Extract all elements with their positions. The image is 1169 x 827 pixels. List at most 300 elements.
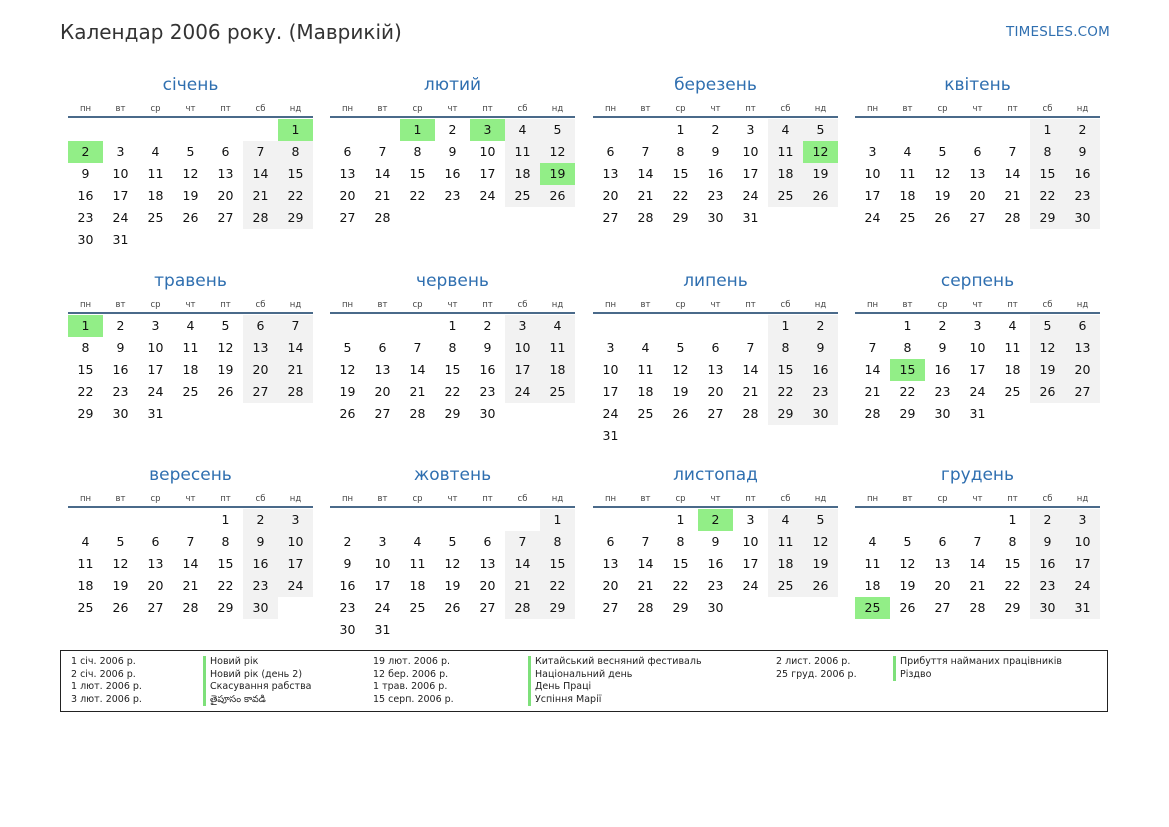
day-cell: 25: [899, 210, 916, 225]
day-cell: 22: [409, 188, 426, 203]
day-cell: 9: [81, 166, 90, 181]
day-cell: 2: [938, 318, 947, 333]
day-cell: 15: [768, 359, 803, 381]
weekday-label: нд: [1076, 494, 1089, 504]
day-cell: 29: [278, 207, 313, 229]
weekday-label: нд: [1076, 104, 1089, 114]
weekday-label: нд: [551, 300, 564, 310]
day-grid: [68, 119, 313, 251]
day-empty: [138, 119, 173, 141]
day-cell: 7: [243, 141, 278, 163]
day-cell: 26: [540, 185, 575, 207]
day-cell: 18: [409, 578, 426, 593]
day-cell: 23: [934, 384, 951, 399]
day-cell: 8: [81, 340, 90, 355]
day-cell: 30: [112, 406, 129, 421]
day-cell: 5: [448, 534, 457, 549]
day-cell: 1: [676, 512, 685, 527]
day-cell: 3: [746, 512, 755, 527]
day-cell: 19: [182, 188, 199, 203]
day-cell: 29: [1030, 207, 1065, 229]
day-cell: 6: [973, 144, 982, 159]
day-cell: 29: [768, 403, 803, 425]
day-cell: 5: [903, 534, 912, 549]
day-cell: 22: [1004, 578, 1021, 593]
month-name: грудень: [940, 465, 1015, 485]
day-cell: 17: [1065, 553, 1100, 575]
day-cell: 2: [483, 318, 492, 333]
day-cell: 19: [217, 362, 234, 377]
day-empty: [103, 509, 138, 531]
day-grid: [68, 509, 313, 619]
day-empty: [173, 509, 208, 531]
day-cell: 31: [147, 406, 164, 421]
day-cell: 3: [606, 340, 615, 355]
day-cell: 22: [540, 575, 575, 597]
day-cell: 8: [676, 534, 685, 549]
day-cell: 10: [479, 144, 496, 159]
day-cell: 14: [505, 553, 540, 575]
day-cell: 7: [413, 340, 422, 355]
day-cell: 6: [938, 534, 947, 549]
month-block: [330, 73, 575, 229]
month-name: квітень: [944, 75, 1011, 95]
day-cell: 13: [602, 166, 619, 181]
month-name: листопад: [673, 465, 758, 485]
day-cell: 24: [742, 578, 759, 593]
day-cell: 10: [505, 337, 540, 359]
weekday-label: ср: [675, 494, 686, 504]
day-grid: [330, 119, 575, 229]
day-cell: 13: [147, 556, 164, 571]
legend-holiday: День Праці: [528, 681, 702, 694]
day-cell: 12: [112, 556, 129, 571]
day-cell: 12: [1030, 337, 1065, 359]
legend-holiday: Національний день: [528, 669, 702, 682]
day-cell: 14: [864, 362, 881, 377]
day-empty: [400, 315, 435, 337]
day-cell: 27: [969, 210, 986, 225]
day-cell: 21: [742, 384, 759, 399]
day-cell: 31: [602, 428, 619, 443]
weekday-header: [593, 102, 838, 118]
day-cell: 27: [602, 600, 619, 615]
day-empty: [925, 509, 960, 531]
day-cell: 16: [479, 362, 496, 377]
day-cell: 11: [637, 362, 654, 377]
day-cell: 8: [540, 531, 575, 553]
day-holiday: 1: [400, 119, 435, 141]
day-grid: [593, 315, 838, 447]
day-empty: [628, 119, 663, 141]
day-cell: 5: [116, 534, 125, 549]
day-cell: 1: [540, 509, 575, 531]
day-cell: 18: [899, 188, 916, 203]
day-cell: 18: [637, 384, 654, 399]
weekday-label: ср: [675, 104, 686, 114]
day-cell: 7: [378, 144, 387, 159]
holiday-legend: [60, 650, 1108, 712]
day-cell: 23: [707, 188, 724, 203]
day-cell: 9: [343, 556, 352, 571]
weekday-label: ср: [412, 300, 423, 310]
day-cell: 14: [409, 362, 426, 377]
day-cell: 11: [864, 556, 881, 571]
day-empty: [628, 315, 663, 337]
day-cell: 6: [606, 144, 615, 159]
day-cell: 13: [602, 556, 619, 571]
day-cell: 4: [186, 318, 195, 333]
day-cell: 29: [899, 406, 916, 421]
month-block: [68, 269, 313, 425]
day-cell: 7: [278, 315, 313, 337]
day-cell: 28: [374, 210, 391, 225]
weekday-label: ср: [150, 300, 161, 310]
day-holiday: 2: [68, 141, 103, 163]
day-cell: 8: [768, 337, 803, 359]
day-holiday: 1: [68, 315, 103, 337]
day-cell: 9: [448, 144, 457, 159]
weekday-label: пн: [79, 104, 92, 114]
day-empty: [663, 315, 698, 337]
day-cell: 4: [768, 509, 803, 531]
day-cell: 4: [151, 144, 160, 159]
month-block: [855, 463, 1100, 619]
day-cell: 26: [803, 575, 838, 597]
day-grid: [855, 119, 1100, 229]
day-cell: 25: [540, 381, 575, 403]
legend-holiday: Новий рік: [203, 656, 312, 669]
day-cell: 25: [147, 210, 164, 225]
weekday-label: сб: [780, 300, 791, 310]
weekday-label: пт: [745, 494, 756, 504]
month-name: червень: [416, 271, 489, 291]
day-empty: [628, 509, 663, 531]
day-cell: 2: [1030, 509, 1065, 531]
day-empty: [103, 119, 138, 141]
day-cell: 15: [278, 163, 313, 185]
weekday-label: ср: [675, 300, 686, 310]
day-cell: 22: [672, 578, 689, 593]
weekday-header: [593, 492, 838, 508]
day-cell: 3: [1065, 509, 1100, 531]
day-cell: 7: [868, 340, 877, 355]
day-cell: 13: [1065, 337, 1100, 359]
day-cell: 4: [768, 119, 803, 141]
day-cell: 27: [147, 600, 164, 615]
day-cell: 10: [147, 340, 164, 355]
legend-date: 19 лют. 2006 р.: [373, 656, 450, 667]
legend-holiday: తైపూసం కావడి: [203, 694, 312, 707]
day-cell: 16: [1030, 553, 1065, 575]
day-cell: 3: [278, 509, 313, 531]
day-holiday: 12: [803, 141, 838, 163]
legend-date: 25 груд. 2006 р.: [776, 668, 857, 680]
day-cell: 14: [182, 556, 199, 571]
day-cell: 12: [672, 362, 689, 377]
day-cell: 16: [243, 553, 278, 575]
day-cell: 6: [483, 534, 492, 549]
day-cell: 20: [147, 578, 164, 593]
day-cell: 9: [483, 340, 492, 355]
weekday-label: сб: [1042, 494, 1053, 504]
legend-date: 15 серп. 2006 р.: [373, 693, 454, 705]
month-block: [330, 269, 575, 425]
day-cell: 27: [479, 600, 496, 615]
day-cell: 29: [540, 597, 575, 619]
day-cell: 28: [505, 597, 540, 619]
day-cell: 24: [969, 384, 986, 399]
day-cell: 6: [378, 340, 387, 355]
day-cell: 21: [278, 359, 313, 381]
day-cell: 19: [934, 188, 951, 203]
day-cell: 1: [448, 318, 457, 333]
day-cell: 8: [221, 534, 230, 549]
day-cell: 10: [742, 534, 759, 549]
day-cell: 30: [934, 406, 951, 421]
weekday-label: нд: [551, 494, 564, 504]
day-cell: 20: [374, 384, 391, 399]
day-cell: 3: [868, 144, 877, 159]
day-cell: 11: [409, 556, 426, 571]
day-cell: 17: [742, 166, 759, 181]
day-cell: 3: [746, 122, 755, 137]
day-cell: 9: [711, 144, 720, 159]
day-cell: 30: [803, 403, 838, 425]
day-cell: 19: [803, 163, 838, 185]
day-cell: 13: [217, 166, 234, 181]
weekday-label: вт: [640, 300, 651, 310]
day-holiday: 15: [890, 359, 925, 381]
day-cell: 8: [413, 144, 422, 159]
weekday-label: чт: [447, 494, 458, 504]
day-cell: 26: [934, 210, 951, 225]
legend-date: 1 лют. 2006 р.: [71, 681, 142, 693]
weekday-label: вт: [902, 300, 913, 310]
day-cell: 14: [742, 362, 759, 377]
day-holiday: 25: [855, 597, 890, 619]
day-cell: 17: [505, 359, 540, 381]
day-empty: [593, 509, 628, 531]
day-cell: 10: [278, 531, 313, 553]
day-cell: 4: [540, 315, 575, 337]
day-cell: 16: [77, 188, 94, 203]
day-cell: 8: [1008, 534, 1017, 549]
day-cell: 10: [969, 340, 986, 355]
weekday-label: пт: [745, 104, 756, 114]
day-empty: [68, 509, 103, 531]
day-empty: [173, 119, 208, 141]
day-cell: 25: [505, 185, 540, 207]
day-cell: 27: [602, 210, 619, 225]
day-cell: 12: [444, 556, 461, 571]
day-cell: 1: [1008, 512, 1017, 527]
day-cell: 22: [278, 185, 313, 207]
day-cell: 4: [413, 534, 422, 549]
weekday-label: вт: [115, 104, 126, 114]
day-cell: 3: [505, 315, 540, 337]
day-cell: 31: [742, 210, 759, 225]
weekday-label: пн: [341, 494, 354, 504]
day-empty: [855, 119, 890, 141]
day-cell: 29: [444, 406, 461, 421]
day-cell: 25: [637, 406, 654, 421]
weekday-label: сб: [780, 494, 791, 504]
day-empty: [330, 509, 365, 531]
day-cell: 16: [1065, 163, 1100, 185]
month-name: липень: [683, 271, 748, 291]
weekday-label: пт: [745, 300, 756, 310]
weekday-header: [855, 102, 1100, 118]
day-cell: 14: [637, 556, 654, 571]
weekday-label: чт: [972, 104, 983, 114]
day-empty: [593, 119, 628, 141]
day-cell: 27: [217, 210, 234, 225]
month-name: травень: [154, 271, 227, 291]
day-cell: 19: [672, 384, 689, 399]
day-cell: 30: [707, 210, 724, 225]
day-cell: 27: [934, 600, 951, 615]
weekday-label: пт: [1007, 104, 1018, 114]
weekday-label: чт: [447, 300, 458, 310]
day-cell: 21: [864, 384, 881, 399]
month-name: вересень: [149, 465, 232, 485]
day-cell: 30: [1030, 597, 1065, 619]
day-empty: [400, 509, 435, 531]
day-cell: 2: [343, 534, 352, 549]
day-cell: 28: [969, 600, 986, 615]
day-cell: 18: [540, 359, 575, 381]
weekday-label: ср: [412, 494, 423, 504]
day-cell: 31: [969, 406, 986, 421]
day-cell: 23: [112, 384, 129, 399]
day-cell: 16: [112, 362, 129, 377]
day-cell: 11: [182, 340, 199, 355]
weekday-label: пн: [866, 104, 879, 114]
day-cell: 5: [1030, 315, 1065, 337]
day-cell: 19: [1030, 359, 1065, 381]
day-cell: 14: [969, 556, 986, 571]
weekday-header: [68, 492, 313, 508]
day-cell: 26: [182, 210, 199, 225]
day-cell: 11: [1004, 340, 1021, 355]
day-cell: 1: [221, 512, 230, 527]
day-cell: 2: [448, 122, 457, 137]
day-cell: 7: [1008, 144, 1017, 159]
day-empty: [68, 119, 103, 141]
day-empty: [960, 509, 995, 531]
weekday-label: нд: [289, 300, 302, 310]
day-cell: 21: [637, 578, 654, 593]
day-cell: 15: [1030, 163, 1065, 185]
day-cell: 21: [969, 578, 986, 593]
weekday-label: сб: [255, 494, 266, 504]
legend-date: 12 бер. 2006 р.: [373, 668, 449, 680]
weekday-label: сб: [1042, 300, 1053, 310]
legend-col3-dates: [776, 656, 857, 681]
weekday-label: пт: [220, 104, 231, 114]
weekday-label: чт: [710, 300, 721, 310]
day-cell: 7: [641, 144, 650, 159]
day-cell: 19: [899, 578, 916, 593]
day-empty: [470, 509, 505, 531]
weekday-label: сб: [517, 300, 528, 310]
day-cell: 6: [221, 144, 230, 159]
day-cell: 15: [217, 556, 234, 571]
day-cell: 9: [1030, 531, 1065, 553]
day-cell: 28: [409, 406, 426, 421]
weekday-header: [68, 102, 313, 118]
day-cell: 13: [374, 362, 391, 377]
day-cell: 25: [768, 575, 803, 597]
day-cell: 20: [479, 578, 496, 593]
day-cell: 4: [641, 340, 650, 355]
day-grid: [330, 509, 575, 641]
weekday-label: нд: [814, 104, 827, 114]
day-cell: 5: [186, 144, 195, 159]
day-cell: 9: [803, 337, 838, 359]
day-cell: 3: [151, 318, 160, 333]
brand-link[interactable]: TIMESLES.COM: [1006, 24, 1110, 40]
weekday-label: вт: [377, 494, 388, 504]
day-cell: 29: [217, 600, 234, 615]
day-cell: 14: [278, 337, 313, 359]
day-cell: 4: [903, 144, 912, 159]
day-cell: 18: [147, 188, 164, 203]
day-cell: 12: [182, 166, 199, 181]
day-cell: 12: [899, 556, 916, 571]
day-cell: 17: [374, 578, 391, 593]
weekday-header: [855, 492, 1100, 508]
day-holiday: 1: [278, 119, 313, 141]
legend-col1-dates: [71, 656, 142, 706]
day-cell: 1: [903, 318, 912, 333]
day-cell: 3: [378, 534, 387, 549]
legend-date: 1 трав. 2006 р.: [373, 681, 448, 693]
day-cell: 22: [444, 384, 461, 399]
day-cell: 20: [217, 188, 234, 203]
day-cell: 26: [112, 600, 129, 615]
day-empty: [330, 119, 365, 141]
day-cell: 27: [374, 406, 391, 421]
day-cell: 8: [448, 340, 457, 355]
day-cell: 23: [339, 600, 356, 615]
weekday-label: ср: [937, 300, 948, 310]
day-grid: [330, 315, 575, 425]
day-cell: 31: [1065, 597, 1100, 619]
day-cell: 17: [479, 166, 496, 181]
day-cell: 22: [768, 381, 803, 403]
day-cell: 21: [637, 188, 654, 203]
day-cell: 11: [147, 166, 164, 181]
day-holiday: 3: [470, 119, 505, 141]
weekday-header: [68, 298, 313, 314]
day-cell: 28: [637, 600, 654, 615]
day-cell: 15: [672, 556, 689, 571]
day-cell: 24: [278, 575, 313, 597]
weekday-label: сб: [1042, 104, 1053, 114]
day-cell: 28: [637, 210, 654, 225]
weekday-label: пт: [220, 494, 231, 504]
weekday-label: чт: [185, 300, 196, 310]
legend-holiday: Китайський весняний фестиваль: [528, 656, 702, 669]
day-cell: 23: [1065, 185, 1100, 207]
day-cell: 3: [116, 144, 125, 159]
day-cell: 19: [803, 553, 838, 575]
weekday-label: сб: [780, 104, 791, 114]
day-cell: 11: [899, 166, 916, 181]
day-cell: 22: [1030, 185, 1065, 207]
